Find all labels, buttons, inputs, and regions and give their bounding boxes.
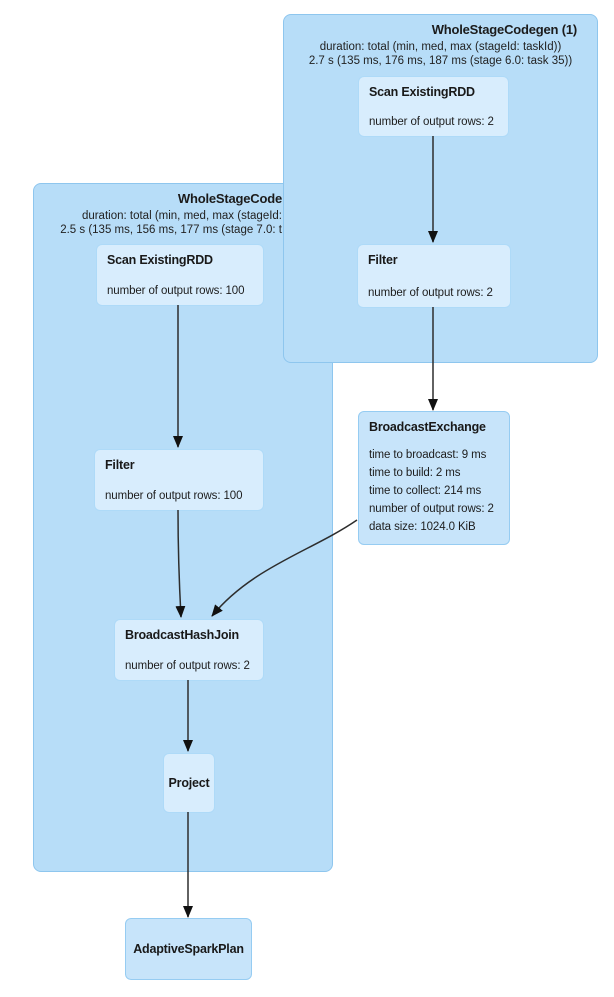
duration-line-1: duration: total (min, med, max (stageId:: [81, 210, 282, 222]
duration-line-2: 2.5 s (135 ms, 156 ms, 177 ms (stage 7.0: t: [60, 224, 282, 236]
metric-data-size: data size: 1024.0 KiB: [369, 521, 476, 533]
node-title: BroadcastHashJoin: [125, 628, 239, 642]
cluster-duration: [284, 40, 597, 68]
node-broadcast-exchange[interactable]: [358, 411, 510, 545]
node-title: Filter: [368, 253, 398, 267]
duration-line-2: 2.7 s (135 ms, 176 ms, 187 ms (stage 6.0: task 35)): [308, 55, 573, 67]
node-filter-2[interactable]: [94, 449, 264, 511]
node-title: Project: [168, 776, 210, 790]
node-title: BroadcastExchange: [369, 420, 486, 434]
cluster-title: WholeStageCode: [177, 191, 282, 206]
node-scan-existingrdd-2[interactable]: [96, 244, 264, 306]
cluster-title: WholeStageCodegen (1): [431, 22, 577, 37]
node-scan-existingrdd-1[interactable]: [358, 76, 509, 137]
node-project[interactable]: [163, 753, 215, 813]
node-metric-output-rows: number of output rows: 2: [368, 287, 493, 299]
node-metric-list: [369, 446, 499, 536]
node-title: AdaptiveSparkPlan: [133, 942, 244, 956]
cluster-wholestagecodegen-1: [283, 14, 598, 363]
node-title: Scan ExistingRDD: [107, 253, 213, 267]
node-adaptive-spark-plan[interactable]: [125, 918, 252, 980]
node-metric-output-rows: number of output rows: 2: [369, 116, 494, 128]
node-title: Filter: [105, 458, 135, 472]
node-metric-output-rows: number of output rows: 100: [105, 490, 243, 502]
node-title: Scan ExistingRDD: [369, 85, 475, 99]
cluster-duration: [60, 209, 282, 237]
node-metric-output-rows: number of output rows: 2: [125, 660, 250, 672]
node-metric-output-rows: number of output rows: 100: [107, 285, 245, 297]
node-broadcast-hash-join[interactable]: [114, 619, 264, 681]
metric-time-to-build: time to build: 2 ms: [369, 467, 461, 479]
metric-time-to-collect: time to collect: 214 ms: [369, 485, 482, 497]
node-filter-1[interactable]: [357, 244, 511, 308]
metric-time-to-broadcast: time to broadcast: 9 ms: [369, 449, 487, 461]
metric-output-rows: number of output rows: 2: [369, 503, 494, 515]
duration-line-1: duration: total (min, med, max (stageId: taskId)): [319, 41, 562, 53]
